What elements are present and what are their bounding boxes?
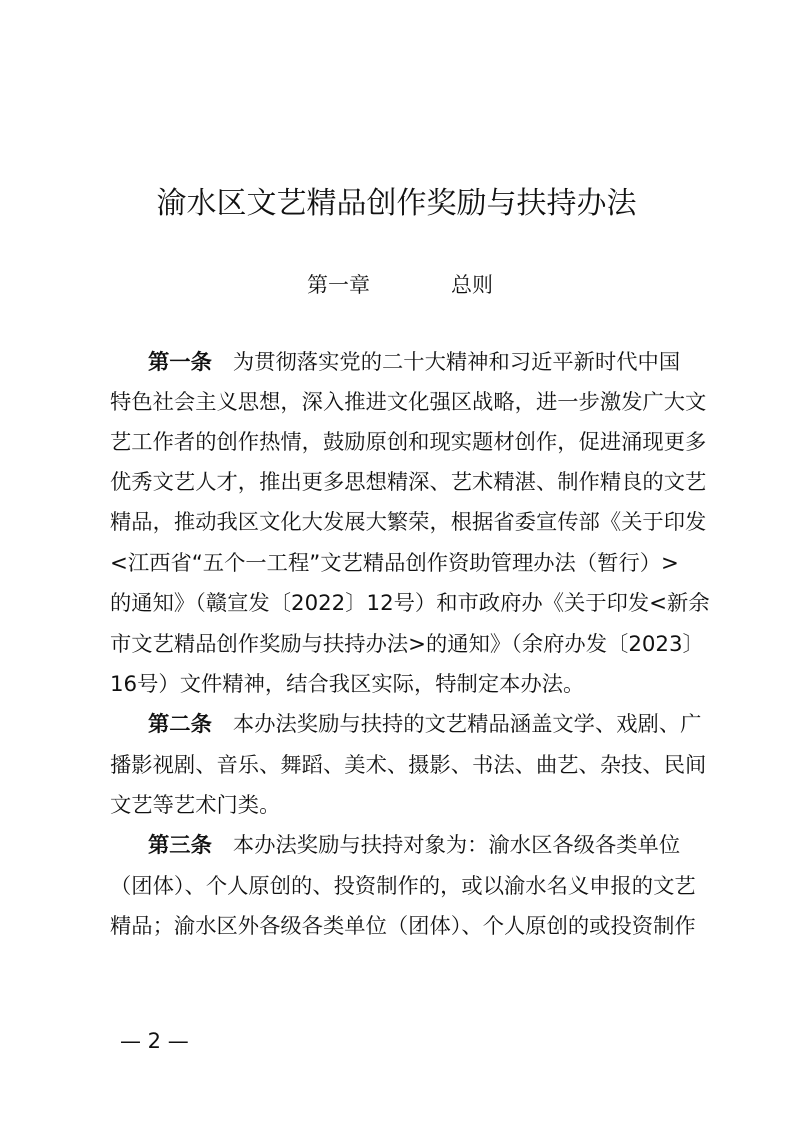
- article-1-line-7: 的通知》（赣宣发〔2022〕12号）和市政府办《关于印发<新余: [110, 591, 710, 616]
- article-2-line-2: 播影视剧、音乐、舞蹈、美术、摄影、书法、曲艺、杂技、民间: [110, 753, 707, 778]
- article-1-line-1: [148, 348, 680, 378]
- article-1-line-8: 市文艺精品创作奖励与扶持办法>的通知》（余府办发〔2023〕: [110, 632, 704, 657]
- article-1-label: 第一条: [148, 350, 212, 375]
- article-1-line-2: 特色社会主义思想，深入推进文化强区战略，进一步激发广大文: [110, 390, 707, 415]
- article-1-line-4: 优秀文艺人才，推出更多思想精深、艺术精湛、制作精良的文艺: [110, 470, 707, 495]
- document-title: 渝水区文艺精品创作奖励与扶持办法: [156, 186, 637, 221]
- chapter-number: 第一章: [307, 273, 370, 297]
- article-2-line-1: [148, 710, 701, 740]
- article-3-line-3: 精品；渝水区外各级各类单位（团体）、个人原创的或投资制作: [110, 914, 696, 939]
- article-1-text: 为贯彻落实党的二十大精神和习近平新时代中国: [232, 350, 681, 375]
- article-3-line-2: （团体）、个人原创的、投资制作的，或以渝水名义申报的文艺: [110, 874, 696, 899]
- article-2-label: 第二条: [148, 712, 212, 737]
- article-1-line-5: 精品，推动我区文化大发展大繁荣，根据省委宣传部《关于印发: [110, 510, 707, 535]
- article-1-line-9: 16号）文件精神，结合我区实际，特制定本办法。: [110, 672, 585, 697]
- article-2-line-3: 文艺等艺术门类。: [110, 793, 281, 818]
- article-3-line-1: [148, 831, 680, 861]
- article-1-line-6: <江西省“五个一工程”文艺精品创作资助管理办法（暂行）>: [110, 551, 679, 576]
- article-3-text: 本办法奖励与扶持对象为：渝水区各级各类单位: [232, 833, 681, 858]
- chapter-name: 总则: [451, 273, 493, 297]
- page-number: — 2 —: [120, 1029, 189, 1053]
- article-1-line-3: 艺工作者的创作热情，鼓励原创和现实题材创作，促进涌现更多: [110, 430, 707, 455]
- article-3-label: 第三条: [148, 833, 212, 858]
- article-2-text: 本办法奖励与扶持的文艺精品涵盖文学、戏剧、广: [232, 712, 702, 737]
